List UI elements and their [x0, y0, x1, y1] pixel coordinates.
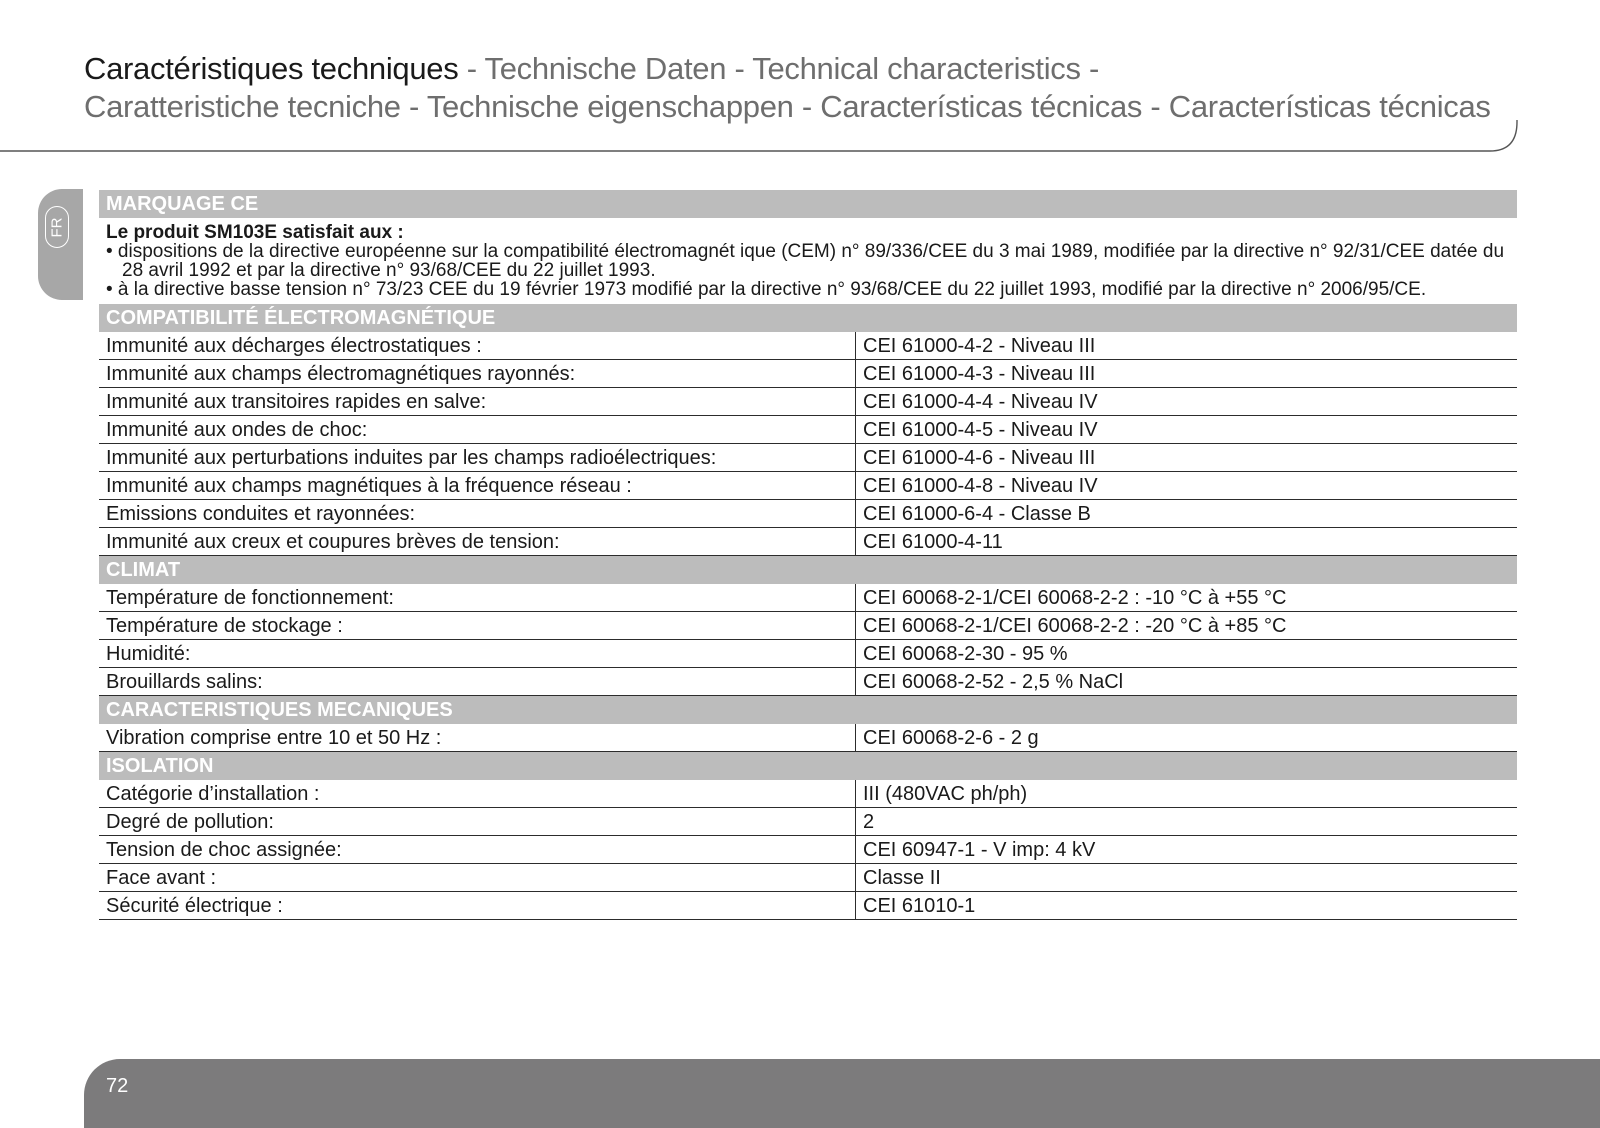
table-row — [99, 724, 1517, 752]
row-label: Vibration comprise entre 10 et 50 Hz : — [99, 724, 856, 751]
row-label: Humidité: — [99, 640, 856, 667]
row-label: Immunité aux champs électromagnétiques rayonnés: — [99, 360, 856, 387]
row-label: Immunité aux creux et coupures brèves de tension: — [99, 528, 856, 555]
ce-intro: Le produit SM103E satisfait aux : — [106, 222, 404, 243]
section-header-mechanical: CARACTERISTIQUES MECANIQUES — [99, 696, 1517, 724]
row-label: Degré de pollution: — [99, 808, 856, 835]
row-label: Catégorie d’installation : — [99, 780, 856, 807]
table-row — [99, 416, 1517, 444]
row-value: CEI 60068-2-30 - 95 % — [863, 643, 1068, 665]
title-underline-curve — [0, 110, 1600, 155]
table-row — [99, 528, 1517, 556]
table-row — [99, 780, 1517, 808]
table-row — [99, 472, 1517, 500]
row-value: CEI 61000-4-2 - Niveau III — [863, 335, 1096, 357]
section-header-insulation: ISOLATION — [99, 752, 1517, 780]
table-row — [99, 360, 1517, 388]
row-label: Immunité aux décharges électrostatiques : — [99, 332, 856, 359]
row-value: CEI 60068-2-1/CEI 60068-2-2 : -20 °C à +85 °C — [863, 615, 1287, 637]
row-value: CEI 61000-4-3 - Niveau III — [863, 363, 1096, 385]
table-row — [99, 612, 1517, 640]
row-value: CEI 61000-4-11 — [863, 531, 1003, 553]
row-value: 2 — [863, 811, 875, 833]
section-header-emc: COMPATIBILITÉ ÉLECTROMAGNÉTIQUE — [99, 304, 1517, 332]
row-label: Emissions conduites et rayonnées: — [99, 500, 856, 527]
ce-item-low-voltage: • à la directive basse tension n° 73/23 CEE du 19 février 1973 modifié par la directive n° 93/68/CEE du 22 juillet 1993, modifié par la directive n° 2006/95/CE. — [106, 279, 1427, 300]
section-insulation — [99, 752, 1517, 920]
table-row — [99, 332, 1517, 360]
row-label: Immunité aux ondes de choc: — [99, 416, 856, 443]
table-row — [99, 668, 1517, 696]
section-emc — [99, 304, 1517, 556]
ce-item-emc: • dispositions de la directive européenne sur la compatibilité électromagnét ique (CEM) n° 89/336/CEE du 3 mai 1989, modifiée par la directive n° 92/31/CEE datée du 28 avril 1992 et par la directive n° 93/68/CEE du 22 juillet 1993. — [106, 241, 1505, 281]
row-value: CEI 60947-1 - V imp: 4 kV — [863, 839, 1096, 861]
row-label: Tension de choc assignée: — [99, 836, 856, 863]
row-label: Immunité aux champs magnétiques à la fréquence réseau : — [99, 472, 856, 499]
title-line-2: Caratteristiche tecniche - Technische eigenschappen - Características técnicas - Características técnicas — [84, 89, 1491, 124]
row-value: CEI 61000-4-8 - Niveau IV — [863, 475, 1098, 497]
table-row — [99, 892, 1517, 920]
title-translations-1: - Technische Daten - Technical characteristics - — [458, 51, 1100, 86]
row-value: CEI 61000-4-4 - Niveau IV — [863, 391, 1098, 413]
table-row — [99, 640, 1517, 668]
row-label: Immunité aux perturbations induites par les champs radioélectriques: — [99, 444, 856, 471]
row-value: Classe II — [863, 867, 941, 889]
title-main: Caractéristiques techniques — [84, 51, 459, 86]
spec-table — [99, 190, 1517, 920]
row-value: CEI 61010-1 — [863, 895, 976, 917]
table-row — [99, 388, 1517, 416]
row-label: Brouillards salins: — [99, 668, 856, 695]
row-value: CEI 61000-6-4 - Classe B — [863, 503, 1091, 525]
section-header-ce: MARQUAGE CE — [99, 190, 1517, 218]
row-label: Immunité aux transitoires rapides en salve: — [99, 388, 856, 415]
row-value: CEI 61000-4-5 - Niveau IV — [863, 419, 1098, 441]
table-row — [99, 836, 1517, 864]
row-value: III (480VAC ph/ph) — [863, 783, 1028, 805]
table-row — [99, 500, 1517, 528]
row-value: CEI 60068-2-1/CEI 60068-2-2 : -10 °C à +55 °C — [863, 587, 1287, 609]
ce-marking-text — [99, 218, 1517, 304]
row-value: CEI 60068-2-6 - 2 g — [863, 727, 1039, 749]
row-label: Température de fonctionnement: — [99, 584, 856, 611]
table-row — [99, 584, 1517, 612]
row-label: Face avant : — [99, 864, 856, 891]
language-badge — [45, 206, 69, 248]
page-footer — [84, 1059, 1600, 1128]
row-label: Température de stockage : — [99, 612, 856, 639]
table-row — [99, 808, 1517, 836]
title-line-1 — [84, 50, 1524, 88]
table-row — [99, 444, 1517, 472]
section-mechanical — [99, 696, 1517, 752]
row-label: Sécurité électrique : — [99, 892, 856, 919]
page-number: 72 — [106, 1075, 129, 1097]
language-code: FR — [48, 217, 66, 237]
language-tab — [38, 189, 83, 300]
row-value: CEI 61000-4-6 - Niveau III — [863, 447, 1096, 469]
table-row — [99, 864, 1517, 892]
section-climate — [99, 556, 1517, 696]
section-header-climate: CLIMAT — [99, 556, 1517, 584]
row-value: CEI 60068-2-52 - 2,5 % NaCl — [863, 671, 1124, 693]
